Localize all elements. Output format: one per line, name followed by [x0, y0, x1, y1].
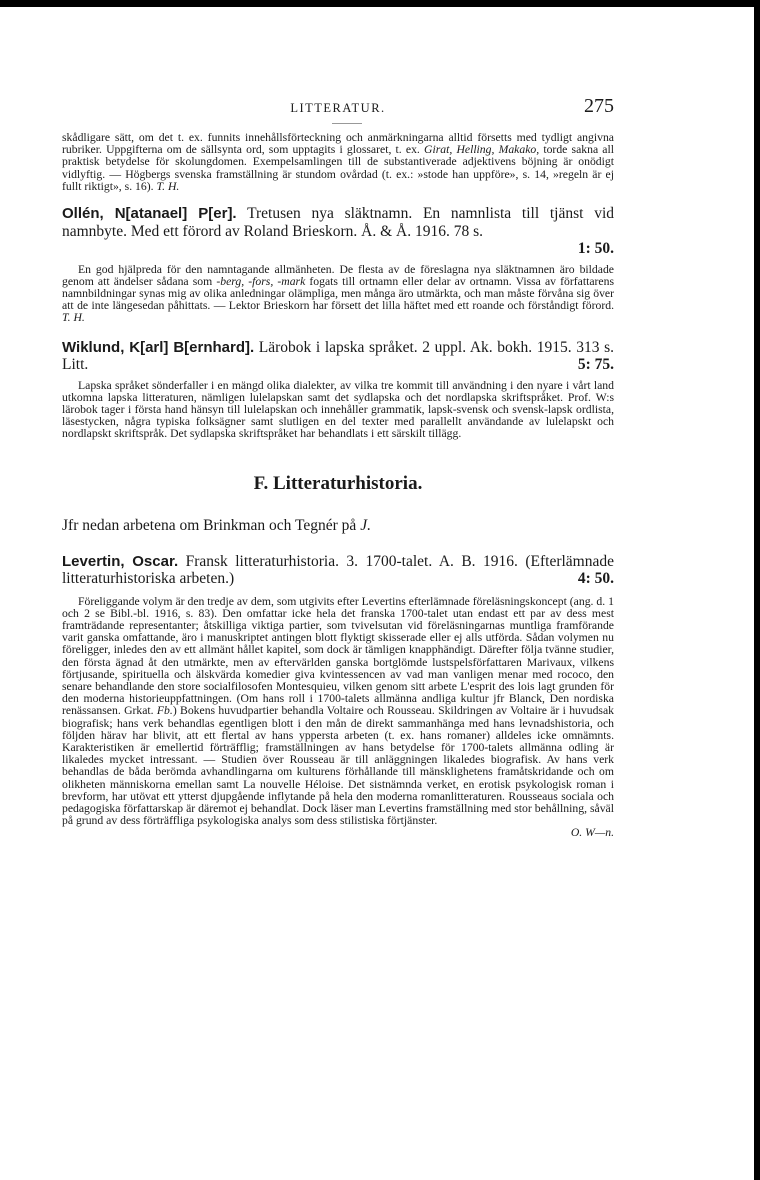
citation: Tretusen nya släktnamn. En namnlista till tjänst vid namnbyte. Med ett förord av Roland Brieskorn. Å. & Å. 1916. 78 s. — [62, 205, 614, 240]
page-number: 275 — [584, 95, 614, 117]
citation: Lärobok i lapska språket. 2 uppl. Ak. bokh. 1915. 313 s. Litt. — [62, 338, 614, 374]
price: 1: 50. — [577, 240, 614, 258]
page-header — [62, 95, 614, 123]
author: Wiklund, K[arl] B[ernhard]. — [62, 338, 255, 356]
scan-border-right — [754, 0, 760, 1180]
section-title: F. Litteraturhistoria. — [253, 472, 423, 494]
scan-border-top — [0, 0, 760, 7]
signature: T. H. — [62, 311, 85, 325]
signature: O. W—n. — [570, 826, 614, 840]
running-title: LITTERATUR. — [290, 101, 386, 115]
price: 4: 50. — [577, 570, 614, 588]
review-ollen: En god hjälpreda för den namntagande allmänheten. De flesta av de föreslagna nya släktnamnen äro bildade genom att ändelser sådana som -berg, -fors, -mark fogats till ortnamn eller delar av ortnamn. Vissa av författarens namnbildningar synas mig av olika anledningar olämpliga, men många äro utmärkta, och man måste förvåna sig över att de inte längesedan påhittats. — Lektor Brieskorn har försett det lilla häftet med ett roande och förståndigt förord. T. H. — [62, 262, 614, 325]
continuation-paragraph: skådligare sätt, om det t. ex. funnits innehållsförteckning och anmärkningarna alltid försetts med tydligt angivna rubriker. Uppgifterna om de sällsynta ord, som upptagits i glossaret, t. ex. Girat, Helling, Makako, torde sakna all praktisk betydelse för skolungdomen. Exempelsamlingen till de substantiverade adjektivens böjning är onödigt vidlyftig. — Högbergs svenska framställning är stundom ovårdad (t. ex.: »stode han uppföre», s. 14, »regeln är ej fullt riktigt», s. 16). T. H. — [62, 131, 614, 193]
citation: Fransk litteraturhistoria. 3. 1700-talet. A. B. 1916. (Efterlämnade litteraturhistoriska arbeten.) — [62, 552, 614, 588]
entry-ollen — [62, 205, 614, 258]
review-levertin: Föreliggande volym är den tredje av dem, som utgivits efter Levertins efterlämnade föreläsningskoncept (ang. d. 1 och 2 se Bibl.-bl. 1916, s. 83). Den omfattar icke hela det franska 1700-talet utan endast ett par av dess mest framträdande representanter; åtskilliga viktiga partier, som tvivelsutan vid föreläsningarnas muntliga framförande varit ganska omfattande, äro i manuskriptet antingen blott flyktigt skisserade eller ej alls utförda. Sådan volymen nu föreligger, inledes den av ett allmänt hållet kapitel, som dock är tämligen knapphändigt. Därefter följa tvänne studier, den första ägnad åt den utmärkte, men av eftervärlden ganska bortglömde lustspelsförfattaren Marivaux, vilkens förtjusande, spirituella och älskvärda komedier giva kvintessencen av vad man vanligen menar med rococo, den senare behandlande den store socialfilosofen Montesquieu, vilken genom sitt arbete L'esprit des lois lagt grunden för den moderna historieuppfattningen. (Om hans roll i 1700-talets allmänna andliga kultur jfr Blanck, Den nordiska renässansen. Grkat. Fb.) Bokens huvudpartier behandla Voltaire och Rousseau. Skildringen av Voltaire är i huvudsak biografisk; hans verk behandlas egentligen blott i den mån de direkt sammanhänga med hans levnadshistoria, och följden härav har blivit, att ett flertal av hans yppersta arbeten (t. ex. hans romaner) alldeles icke omnämnts. Karakteristiken är emellertid förträfflig; framställningen av hans betydelse för 1700-talets allmänna odling är likaledes mycket intressant. — Studien över Rousseau är till anläggningen likaledes biografisk. Av hans verk behandlas de båda berömda avhandlingarna om kulturens förhållande till mänsklighetens framåtskridande och om olikheten människorna emellan samt La nouvelle Héloise. Det sistnämnda verket, en erotisk psykologisk roman i brevform, har utövat ett ytterst djupgående inflytande på hela den moderna romanlitteraturen. Rousseaus sociala och pedagogiska författarskap är däremot ej behandlat. Dock läser man Levertins framställning med stor behållning, såväl på grund av dess förträffliga psykologiska analys som dess stilistiska förtjänster. O. W—n. — [62, 594, 614, 840]
author: Levertin, Oscar. — [62, 552, 179, 570]
page — [62, 95, 614, 840]
cross-reference: Jfr nedan arbetena om Brinkman och Tegnér på J. — [62, 516, 371, 534]
entry-wiklund — [62, 339, 614, 374]
price: 5: 75. — [577, 356, 614, 374]
author: Ollén, N[atanael] P[er]. — [62, 205, 237, 223]
review-wiklund: Lapska språket sönderfaller i en mängd olika dialekter, av vilka tre kommit till användning i den nyare i vårt land utkomna lapska litteraturen, nämligen lulelapskan samt det sydlapska och det nordlapska skriftspråket. Prof. W:s lärobok tager i första hand hänsyn till lulelapskan och innehåller grammatik, lapsk-svensk och svensk-lapsk ordlista, läsestycken, några typiska folksägner samt slutligen en del texter med parallellt användande av lulelapskt och nordlapskt skriftspråk. Det sydlapska skriftspråket har behandlats i ett särskilt tillägg. — [62, 378, 614, 441]
header-rule — [332, 123, 362, 124]
entry-levertin — [62, 553, 614, 588]
signature: T. H. — [156, 179, 180, 193]
